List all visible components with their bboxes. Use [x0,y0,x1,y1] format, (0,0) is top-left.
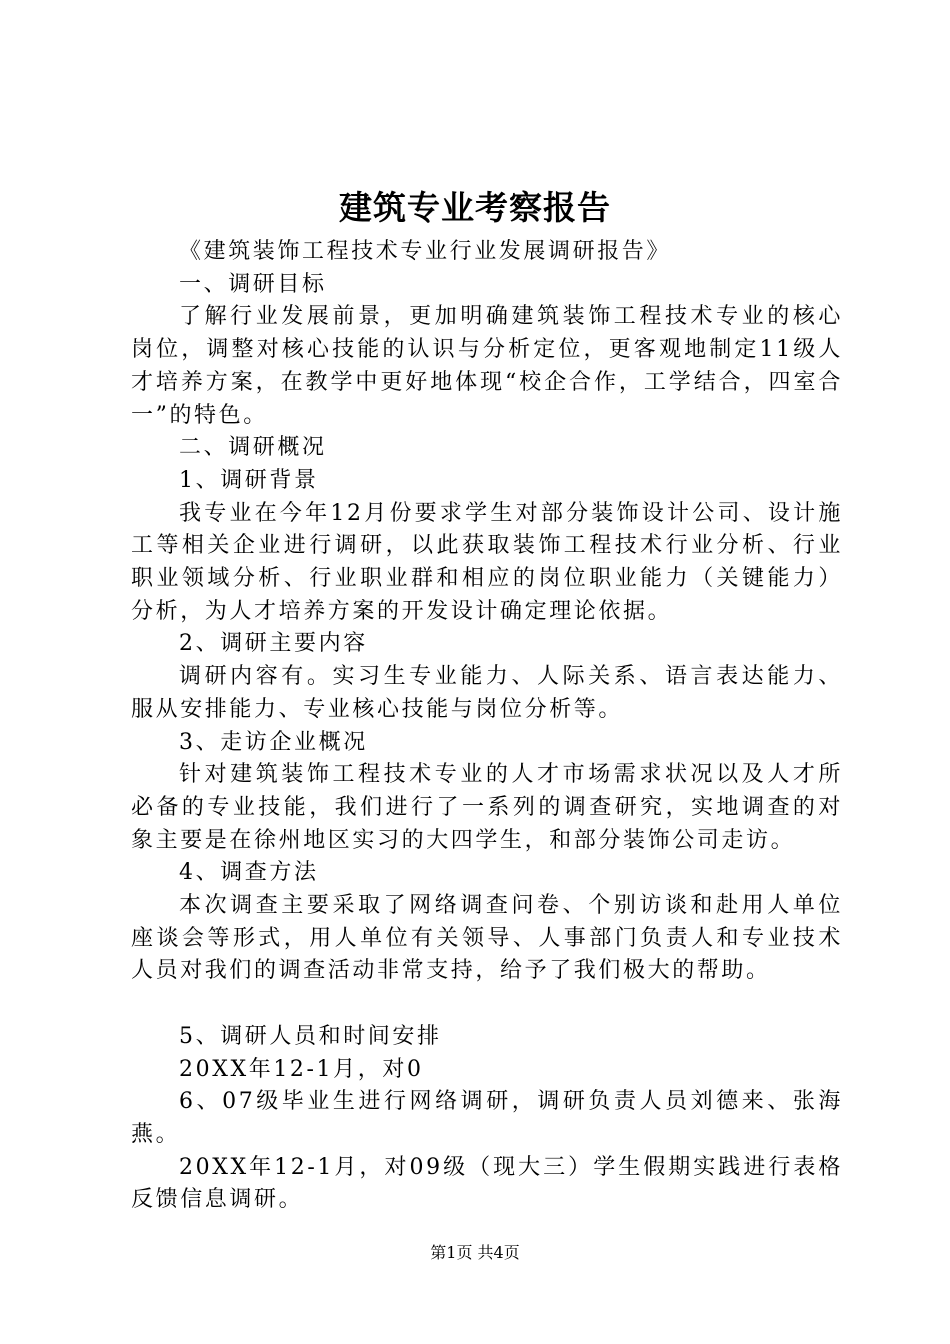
paragraph-schedule-1: 20XX年12-1月，对0 [179,1056,424,1082]
paragraph-method: 本次调查主要采取了网络调查问卷、个别访谈和赴用人单位座谈会等形式，用人单位有关领导、人事部门负责人和专业技术人员对我们的调查活动非常支持，给予了我们极大的帮助。 [131,893,843,984]
blank-line [131,988,843,1021]
report-subtitle: 《建筑装饰工程技术专业行业发展调研报告》 [179,239,672,264]
paragraph-goal: 了解行业发展前景，更加明确建筑装饰工程技术专业的核心岗位，调整对核心技能的认识与分析定位，更客观地制定11级人才培养方案，在教学中更好地体现“校企合作，工学结合，四室合一”的特色。 [131,304,843,428]
paragraph-visits: 针对建筑装饰工程技术专业的人才市场需求状况以及人才所必备的专业技能，我们进行了一系列的调查研究，实地调查的对象主要是在徐州地区实习的大四学生，和部分装饰公司走访。 [131,762,843,853]
paragraph-schedule-2: 6、07级毕业生进行网络调研，调研负责人员刘德来、张海燕。 [131,1089,843,1147]
subheading-schedule: 5、调研人员和时间安排 [179,1023,442,1049]
paragraph-content: 调研内容有。实习生专业能力、人际关系、语言表达能力、服从安排能力、专业核心技能与岗位分析等。 [131,664,843,722]
paragraph-schedule-3: 20XX年12-1月，对09级（现大三）学生假期实践进行表格反馈信息调研。 [131,1154,843,1213]
document-title: 建筑专业考察报告 [339,188,611,227]
subheading-method: 4、调查方法 [179,860,319,886]
page-number: 第1页 共4页 [430,1243,520,1262]
subheading-visits: 3、走访企业概况 [179,729,368,755]
section-heading-goal: 一、调研目标 [179,271,327,297]
subheading-background: 1、调研背景 [179,467,319,493]
section-heading-overview: 二、调研概况 [179,435,327,461]
subheading-content: 2、调研主要内容 [179,631,368,657]
paragraph-background: 我专业在今年12月份要求学生对部分装饰设计公司、设计施工等相关企业进行调研，以此获取装饰工程技术行业分析、行业职业领域分析、行业职业群和相应的岗位职业能力（关键能力）分析，为人才培养方案的开发设计确定理论依据。 [131,500,843,624]
document-body [131,236,843,1217]
